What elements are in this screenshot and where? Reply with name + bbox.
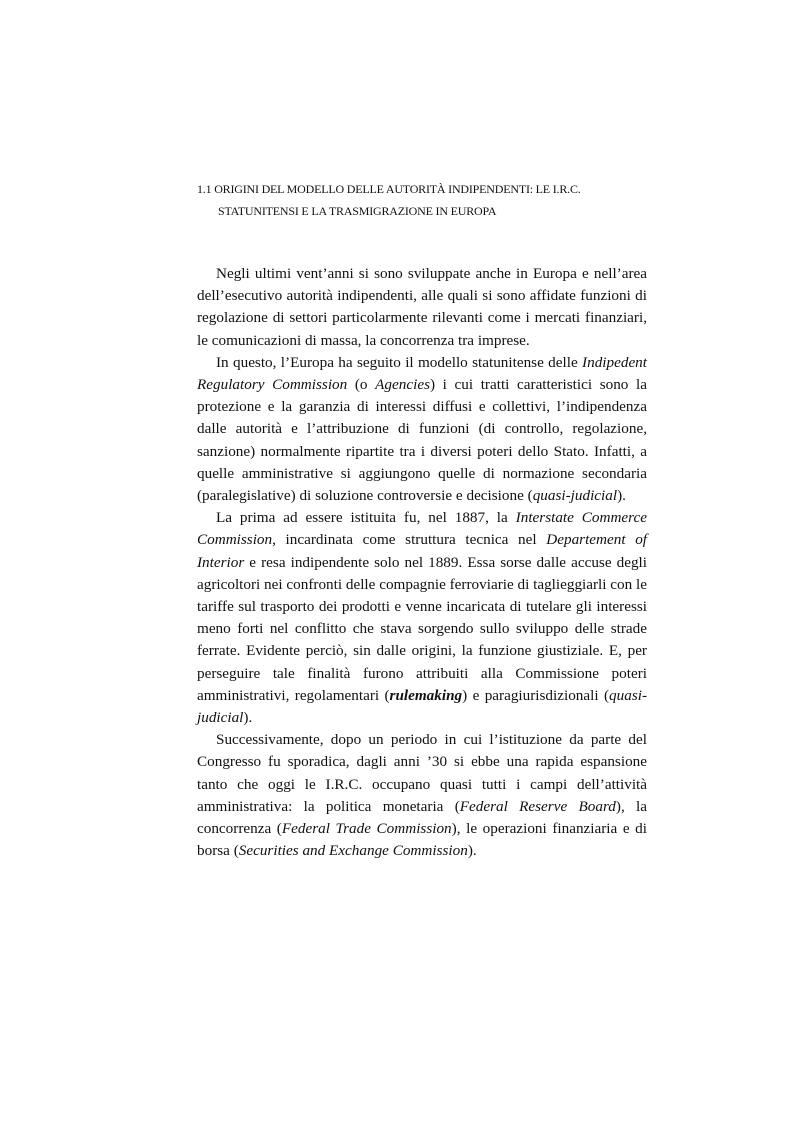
italic-term: Securities and Exchange Commission [238,842,468,860]
italic-term: Federal Trade Commission [281,820,452,838]
italic-term: Departement of Interior [197,531,648,571]
text-run: La prima ad essere istituita fu, nel 1887, la [216,509,516,527]
italic-term: Interstate Commerce Commission [197,509,648,549]
italic-term: quasi-judicial [532,487,618,505]
text-run: ) e paragiurisdizionali ( [462,686,610,704]
text-run: ). [617,487,626,505]
bold-italic-term-text: rulemaking [389,686,463,704]
text-run: Negli ultimi vent’anni si sono sviluppate anche in Europa e nell’area dell’esecutivo autorità indipendenti, alle quali si sono affidate funzioni di regolazione di settori particolarmente rilevanti come i mercati finanziari, le comunicazioni di massa, la concorrenza tra imprese. [197,265,647,349]
bold-italic-term [390,687,463,704]
text-run: ), la concorrenza ( [197,797,647,838]
italic-term: Indipedent Regulatory Commission [197,353,647,394]
section-heading-line-2: STATUNITENSI E LA TRASMIGRAZIONE IN EUROPA [218,204,497,218]
paragraph [197,729,647,862]
text-run: Successivamente, dopo un periodo in cui l’istituzione da parte del Congresso fu sporadica, dagli anni ’30 si ebbe una rapida espansione tanto che oggi le I.R.C. occupano quasi tutti i campi dell’attività amministrativa: la politica monetaria ( [197,731,647,815]
text-run: e resa indipendente solo nel 1889. Essa sorse dalle accuse degli agricoltori nei confronti delle compagnie ferroviarie di taglieggiarli con le tariffe sul trasporto dei prodotti e venne incaricata di tutelare gli interessi meno forti nel conflitto che stava sorgendo sullo sviluppo delle strade ferrate. Evidente perciò, sin dalle origini, la funzione giustiziale. E, per perseguire tale finalità furono attribuiti alla Commissione poteri amministrativi, regolamentari ( [197,553,647,704]
italic-term: Agencies [375,376,430,394]
body-text [197,263,647,862]
section-heading [197,178,657,222]
text-run: ), le operazioni finanziaria e di borsa ( [197,820,647,860]
text-run: ). [243,709,253,727]
section-heading-line-1: 1.1 ORIGINI DEL MODELLO DELLE AUTORITÀ INDIPENDENTI: LE I.R.C. [197,182,581,196]
text-run: , incardinata come struttura tecnica nel [272,531,547,549]
text-run: ) i cui tratti caratteristici sono la protezione e la garanzia di interessi diffusi e collettivi, l’indipendenza dalle autorità e l’attribuzione di funzioni (di controllo, regolazione, sanzione) normalmente ripartite tra i diversi poteri dello Stato. Infatti, a quelle amministrative si aggiungono quelle di normazione secondaria (paralegislative) di soluzione controversie e decisione ( [197,376,647,505]
paragraph [197,263,647,352]
text-run: In questo, l’Europa ha seguito il modello statunitense delle [216,353,583,371]
text-run: ). [467,842,477,860]
text-run: (o [347,376,376,394]
paragraph [197,352,647,507]
paragraph [197,507,647,729]
italic-term: Federal Reserve Board [459,797,616,815]
italic-term: quasi-judicial [197,686,647,727]
